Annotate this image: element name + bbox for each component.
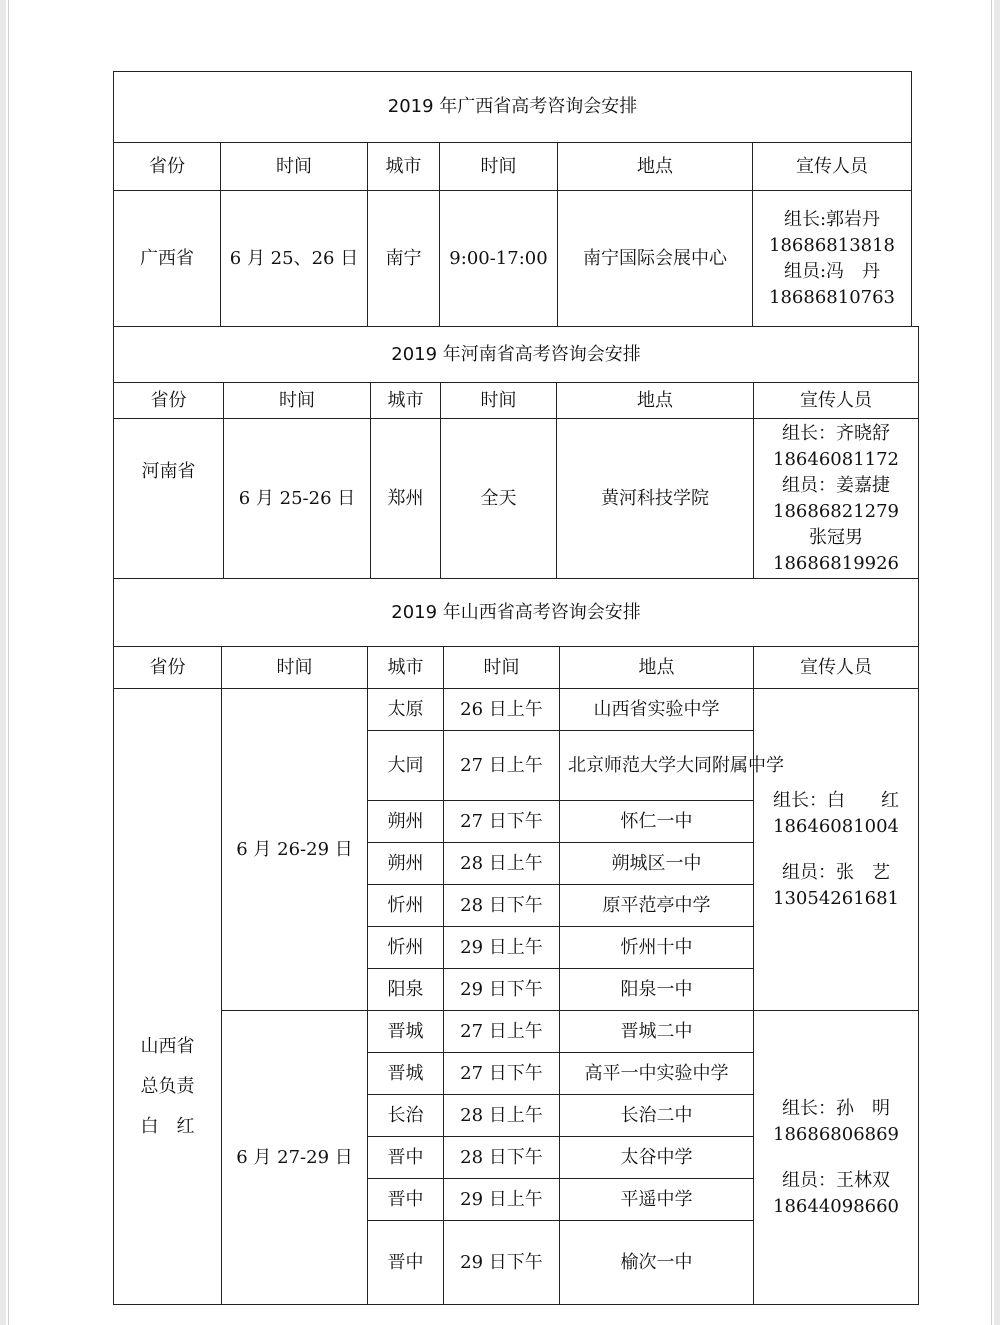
shanxi-city: 晋城 <box>368 1011 444 1053</box>
header-province: 省份 <box>114 647 222 689</box>
guangxi-province: 广西省 <box>114 191 221 327</box>
header-city: 城市 <box>368 647 444 689</box>
header-staff: 宣传人员 <box>753 143 912 191</box>
shanxi-time: 28 日上午 <box>444 843 560 885</box>
henan-place: 黄河科技学院 <box>557 419 754 579</box>
shanxi-time: 28 日下午 <box>444 1137 560 1179</box>
henan-city: 郑州 <box>371 419 441 579</box>
shanxi-place: 怀仁一中 <box>560 801 754 843</box>
shanxi-time: 29 日上午 <box>444 927 560 969</box>
guangxi-city: 南宁 <box>368 191 440 327</box>
guangxi-staff-line: 组长:郭岩丹 <box>783 208 881 230</box>
staff-line: 组长：孙 明 <box>782 1097 891 1119</box>
shanxi-city: 长治 <box>368 1095 444 1137</box>
shanxi-city: 大同 <box>368 731 444 801</box>
henan-staff-line: 张冠男 <box>809 526 864 548</box>
shanxi-place: 北京师范大学大同附属中学 <box>560 731 754 801</box>
header-time: 时间 <box>441 383 557 419</box>
shanxi-city: 朔州 <box>368 843 444 885</box>
staff-line: 18644098660 <box>773 1195 900 1217</box>
henan-data-row <box>114 419 919 579</box>
header-place: 地点 <box>557 383 754 419</box>
shanxi-lead-name: 白 红 <box>140 1115 195 1137</box>
shanxi-time: 27 日上午 <box>444 1011 560 1053</box>
header-time: 时间 <box>444 647 560 689</box>
henan-title: 2019 年河南省高考咨询会安排 <box>114 327 919 383</box>
henan-header-row <box>114 383 919 419</box>
guangxi-title: 2019 年广西省高考咨询会安排 <box>114 72 912 143</box>
header-date: 时间 <box>224 383 371 419</box>
henan-time: 全天 <box>441 419 557 579</box>
staff-line: 18686806869 <box>773 1123 900 1145</box>
shanxi-place: 山西省实验中学 <box>560 689 754 731</box>
staff-line: 组员：王林双 <box>782 1169 891 1191</box>
shanxi-time: 27 日上午 <box>444 731 560 801</box>
shanxi-time: 29 日下午 <box>444 969 560 1011</box>
henan-date: 6 月 25-26 日 <box>224 419 371 579</box>
page-edge-line-left <box>8 0 9 1325</box>
shanxi-city: 太原 <box>368 689 444 731</box>
henan-staff-line: 18686819926 <box>773 552 900 574</box>
staff-line: 13054261681 <box>773 887 900 909</box>
shanxi-province-cell <box>114 689 222 1305</box>
guangxi-schedule-table <box>113 71 912 327</box>
shanxi-time: 29 日上午 <box>444 1179 560 1221</box>
shanxi-header-row <box>114 647 919 689</box>
shanxi-city: 忻州 <box>368 885 444 927</box>
shanxi-group1-date: 6 月 26-29 日 <box>222 689 368 1011</box>
henan-schedule-table <box>113 326 919 579</box>
shanxi-place: 忻州十中 <box>560 927 754 969</box>
staff-line: 组员：张 艺 <box>782 861 891 883</box>
header-place: 地点 <box>560 647 754 689</box>
henan-staff <box>754 419 919 579</box>
header-time: 时间 <box>440 143 558 191</box>
shanxi-city: 晋城 <box>368 1053 444 1095</box>
shanxi-city: 朔州 <box>368 801 444 843</box>
shanxi-time: 27 日下午 <box>444 801 560 843</box>
header-place: 地点 <box>558 143 753 191</box>
shanxi-place: 太谷中学 <box>560 1137 754 1179</box>
shanxi-time: 29 日下午 <box>444 1221 560 1305</box>
henan-staff-line: 组长：齐晓舒 <box>782 422 891 444</box>
guangxi-staff-line: 18686813818 <box>769 234 896 256</box>
shanxi-place: 阳泉一中 <box>560 969 754 1011</box>
shanxi-city: 晋中 <box>368 1179 444 1221</box>
shanxi-city: 晋中 <box>368 1137 444 1179</box>
shanxi-schedule-table <box>113 578 919 1305</box>
staff-line: 组长：白 红 <box>773 789 900 811</box>
shanxi-place: 朔城区一中 <box>560 843 754 885</box>
table-row <box>114 689 919 731</box>
header-date: 时间 <box>221 143 368 191</box>
shanxi-city: 晋中 <box>368 1221 444 1305</box>
henan-staff-line: 18686821279 <box>773 500 900 522</box>
header-city: 城市 <box>368 143 440 191</box>
shanxi-place: 高平一中实验中学 <box>560 1053 754 1095</box>
shanxi-city: 阳泉 <box>368 969 444 1011</box>
shanxi-place: 晋城二中 <box>560 1011 754 1053</box>
shanxi-place: 榆次一中 <box>560 1221 754 1305</box>
staff-spacer <box>758 840 914 860</box>
shanxi-place: 原平范亭中学 <box>560 885 754 927</box>
henan-staff-line: 18646081172 <box>773 448 900 470</box>
header-city: 城市 <box>371 383 441 419</box>
page-edge-left <box>0 0 6 1325</box>
staff-spacer <box>758 1148 914 1168</box>
shanxi-group2-date: 6 月 27-29 日 <box>222 1011 368 1305</box>
henan-province: 河南省 <box>114 419 224 579</box>
shanxi-group2-staff <box>754 1011 919 1305</box>
shanxi-province: 山西省 <box>140 1035 195 1057</box>
guangxi-place: 南宁国际会展中心 <box>558 191 753 327</box>
shanxi-title: 2019 年山西省高考咨询会安排 <box>114 579 919 647</box>
header-staff: 宣传人员 <box>754 383 919 419</box>
shanxi-group1-staff <box>754 689 919 1011</box>
shanxi-time: 28 日下午 <box>444 885 560 927</box>
table-row <box>114 1011 919 1053</box>
header-date: 时间 <box>222 647 368 689</box>
page-edge-right <box>994 0 1000 1325</box>
henan-staff-line: 组员：姜嘉捷 <box>782 474 891 496</box>
guangxi-time: 9:00-17:00 <box>440 191 558 327</box>
guangxi-date: 6 月 25、26 日 <box>221 191 368 327</box>
header-staff: 宣传人员 <box>754 647 919 689</box>
shanxi-time: 27 日下午 <box>444 1053 560 1095</box>
shanxi-city: 忻州 <box>368 927 444 969</box>
shanxi-time: 26 日上午 <box>444 689 560 731</box>
page-edge-line-right <box>991 0 992 1325</box>
guangxi-data-row <box>114 191 912 327</box>
shanxi-place: 平遥中学 <box>560 1179 754 1221</box>
guangxi-staff <box>753 191 912 327</box>
guangxi-header-row <box>114 143 912 191</box>
guangxi-staff-line: 组员:冯 丹 <box>783 260 881 282</box>
header-province: 省份 <box>114 383 224 419</box>
shanxi-place: 长治二中 <box>560 1095 754 1137</box>
header-province: 省份 <box>114 143 221 191</box>
shanxi-time: 28 日上午 <box>444 1095 560 1137</box>
guangxi-staff-line: 18686810763 <box>769 286 896 308</box>
staff-line: 18646081004 <box>773 815 900 837</box>
shanxi-lead-label: 总负责 <box>140 1075 195 1097</box>
